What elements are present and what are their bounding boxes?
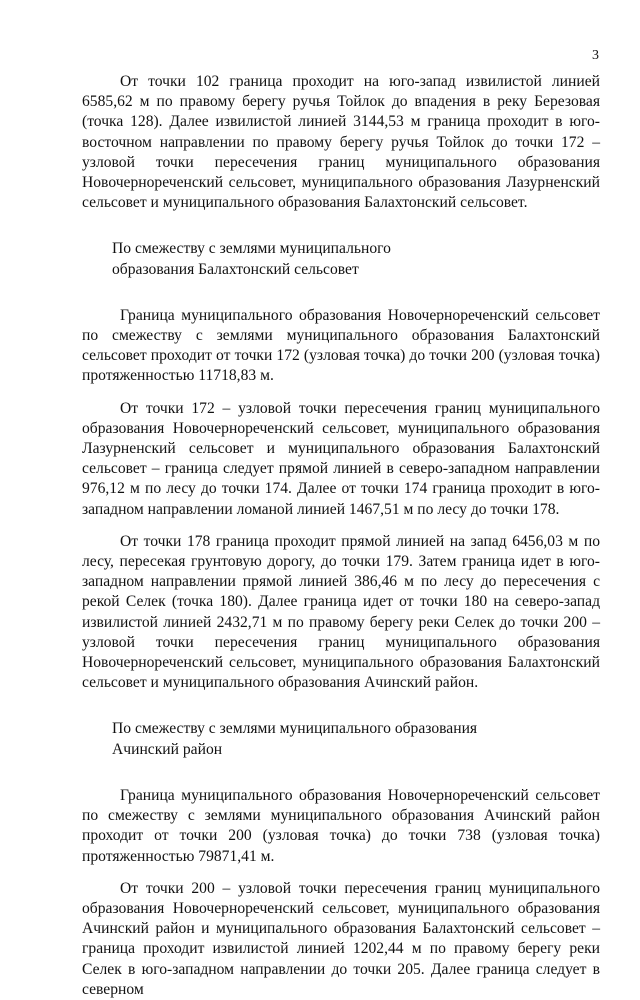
page-number: 3 (592, 48, 599, 63)
paragraph-5: Граница муниципального образования Новочернореченский сельсовет по смежеству с землями муниципального образования Ачинский район проходит от точки 200 (узловая точка) до точки 738 (узловая точка) протяженностью 79871,41 м. (82, 786, 600, 865)
paragraph-6: От точки 200 – узловой точки пересечения границ муниципального образования Новочернореченский сельсовет, муниципального образования Ачинский район и муниципального образования Балахтонский сельсовет – граница проходит извилистой линией 1202,44 м по правому берегу реки Селек в юго-западном направлении до точки 205. Далее граница следует в северном (82, 879, 600, 998)
paragraph-3: От точки 172 – узловой точки пересечения границ муниципального образования Новочернореченский сельсовет, муниципального образования Лазурненский сельсовет и муниципального образования Балахтонский сельсовет – граница следует прямой линией в северо-западном направлении 976,12 м по лесу до точки 174. Далее от точки 174 граница проходит в юго-западном направлении ломаной линией 1467,51 м по лесу до точки 178. (82, 399, 600, 518)
section-heading-balakhtonsky (82, 239, 600, 279)
paragraph-4: От точки 178 граница проходит прямой линией на запад 6456,03 м по лесу, пересекая грунтовую дорогу, до точки 179. Затем граница идет в юго-западном направлении прямой линией 386,46 м по лесу до пересечения с рекой Селек (точка 180). Далее граница идет от точки 180 на северо-запад извилистой линией 2432,71 м по правому берегу реки Селек до точки 200 – узловой точки пересечения границ муниципального образования Новочернореченский сельсовет, муниципального образования Балахтонский сельсовет и муниципального образования Ачинский район. (82, 532, 600, 692)
heading-line: образования Балахтонский сельсовет (112, 260, 359, 278)
paragraph-2: Граница муниципального образования Новочернореченский сельсовет по смежеству с землями муниципального образования Балахтонский сельсовет проходит от точки 172 (узловая точка) до точки 200 (узловая точка) протяженностью 11718,83 м. (82, 306, 600, 385)
heading-line: Ачинский район (112, 740, 223, 758)
heading-line: По смежеству с землями муниципального (112, 240, 391, 258)
heading-line: По смежеству с землями муниципального образования (112, 720, 478, 738)
section-heading-achinsky (82, 719, 600, 759)
paragraph-1: От точки 102 граница проходит на юго-запад извилистой линией 6585,62 м по правому берегу ручья Тойлок до впадения в реку Березовая (точка 128). Далее извилистой линией 3144,53 м граница проходит в юго-восточном направлении по правому берегу ручья Тойлок до точки 172 – узловой точки пересечения границ муниципального образования Новочернореченский сельсовет, муниципального образования Лазурненский сельсовет и муниципального образования Балахтонский сельсовет. (82, 73, 600, 212)
document-body (82, 72, 600, 1000)
